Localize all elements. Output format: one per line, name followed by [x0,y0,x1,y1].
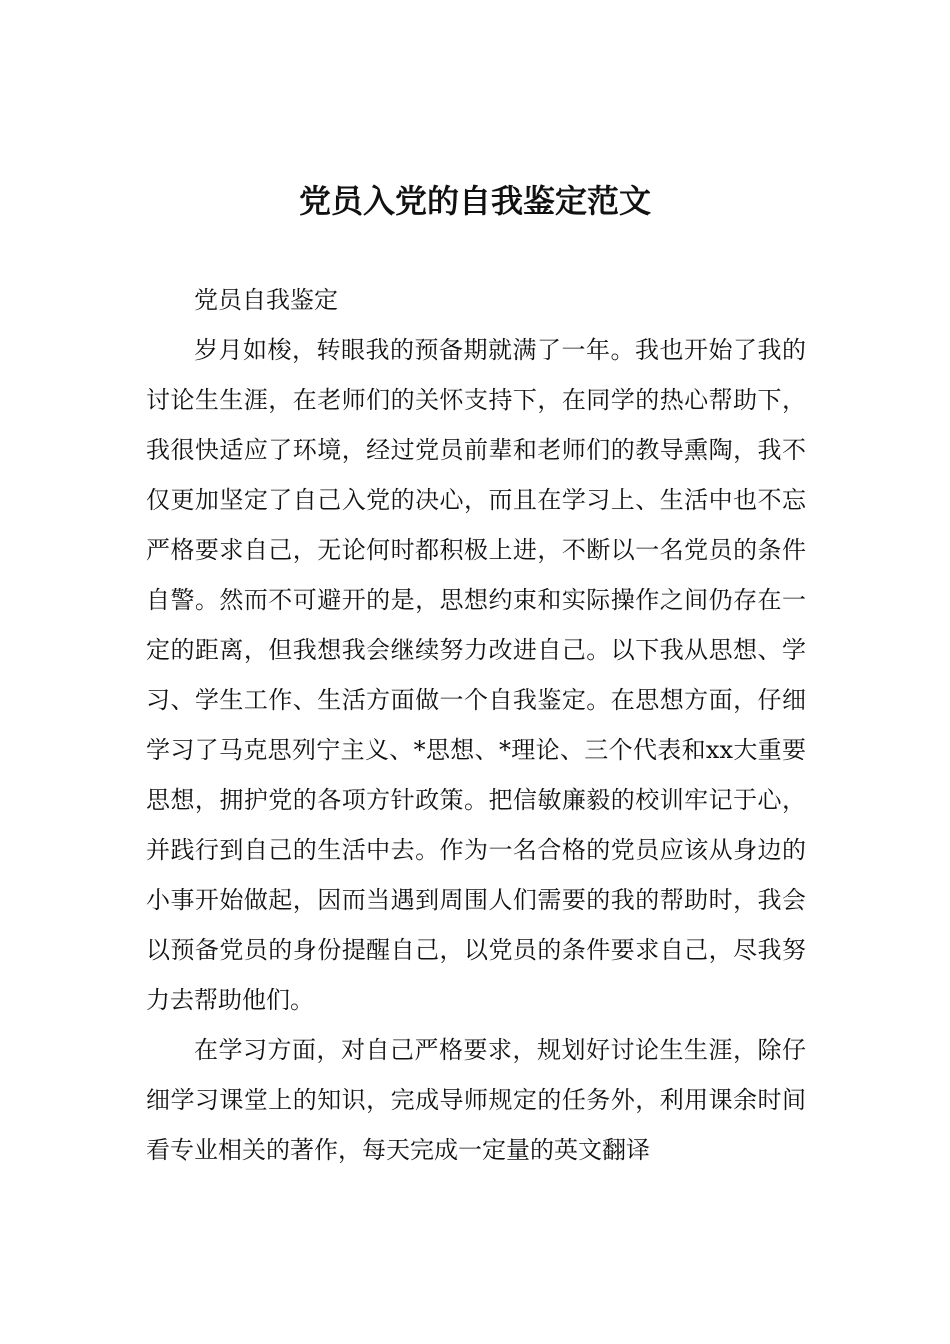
paragraph-heading: 党员自我鉴定 [194,286,338,314]
document-title: 党员入党的自我鉴定范文 [298,182,651,220]
paragraph: 在学习方面，对自己严格要求，规划好讨论生生涯，除仔细学习课堂上的知识，完成导师规定的任务外，利用课余时间看专业相关的著作，每天完成一定量的英文翻译 [146,1036,806,1164]
paragraph: 岁月如梭，转眼我的预备期就满了一年。我也开始了我的讨论生生涯，在老师们的关怀支持下，在同学的热心帮助下，我很快适应了环境，经过党员前辈和老师们的教导熏陶，我不仅更加坚定了自己入党的决心，而且在学习上、生活中也不忘严格要求自己，无论何时都积极上进，不断以一名党员的条件自警。然而不可避开的是，思想约束和实际操作之间仍存在一定的距离，但我想我会继续努力改进自己。以下我从思想、学习、学生工作、生活方面做一个自我鉴定。在思想方面，仔细学习了马克思列宁主义、*思想、*理论、三个代表和xx大重要思想，拥护党的各项方针政策。把信敏廉毅的校训牢记于心，并践行到自己的生活中去。作为一名合格的党员应该从身边的小事开始做起，因而当遇到周围人们需要的我的帮助时，我会以预备党员的身份提醒自己，以党员的条件要求自己，尽我努力去帮助他们。 [146,336,806,1014]
document-body [146,275,806,1175]
